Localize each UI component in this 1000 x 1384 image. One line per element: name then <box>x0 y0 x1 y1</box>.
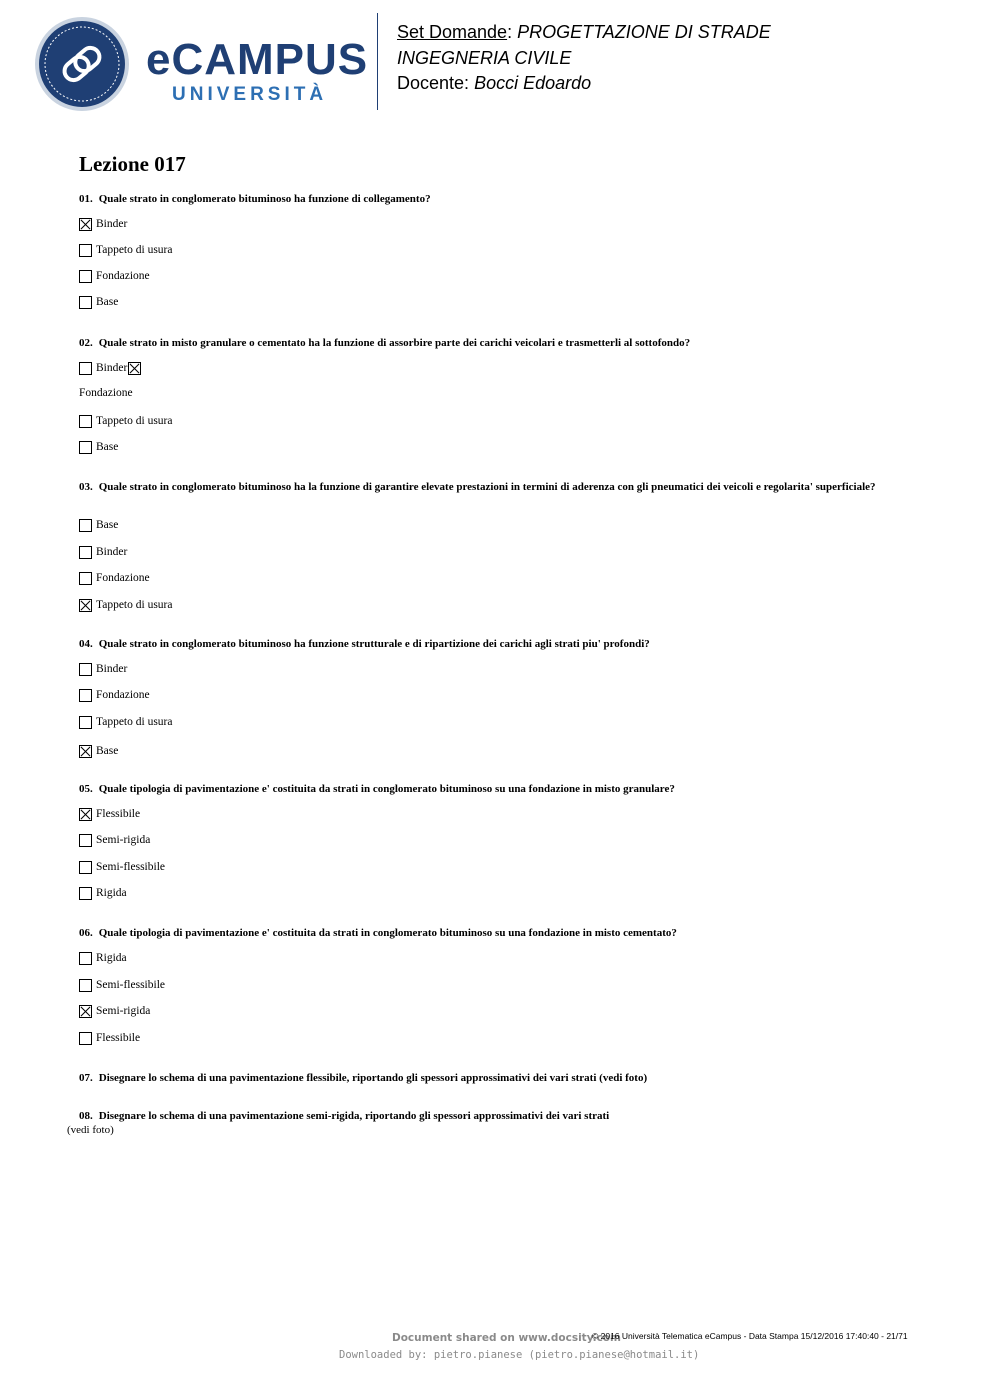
checkbox-icon[interactable] <box>79 270 92 283</box>
question-06: 06. Quale tipologia di pavimentazione e' costituita da strati in conglomerato bituminoso su una fondazione in misto cementato? <box>79 927 677 939</box>
checkbox-icon[interactable] <box>79 362 92 375</box>
q05-option-2[interactable]: Semi-rigida <box>79 832 150 848</box>
q05-option-1[interactable]: Flessibile <box>79 806 140 822</box>
q03-option-4[interactable]: Tappeto di usura <box>79 597 172 613</box>
checkbox-icon[interactable] <box>79 952 92 965</box>
q02-option-1[interactable]: Binder <box>79 360 141 376</box>
question-08: 08. Disegnare lo schema di una pavimentazione semi-rigida, riportando gli spessori approssimativi dei vari strati <box>79 1110 610 1122</box>
q02-option-3[interactable]: Tappeto di usura <box>79 413 172 429</box>
docente-line <box>397 71 771 97</box>
question-02: 02. Quale strato in misto granulare o cementato ha la funzione di assorbire parte dei carichi veicolari e trasmetterli al sottofondo? <box>79 337 691 349</box>
checkbox-icon[interactable] <box>79 1032 92 1045</box>
checkbox-icon[interactable] <box>79 689 92 702</box>
logo-sub-text: UNIVERSITÀ <box>172 84 328 105</box>
question-07: 07. Disegnare lo schema di una pavimentazione flessibile, riportando gli spessori approssimativi dei vari strati (vedi foto) <box>79 1072 648 1084</box>
docsity-footer[interactable]: Document shared on www.docsity.com <box>392 1332 621 1344</box>
docente-name: Bocci Edoardo <box>474 73 592 93</box>
question-01: 01. Quale strato in conglomerato bituminoso ha funzione di collegamento? <box>79 193 431 205</box>
checkbox-checked-icon[interactable] <box>79 745 92 758</box>
lesson-title: Lezione 017 <box>79 152 186 176</box>
q01-option-1[interactable]: Binder <box>79 216 127 232</box>
header-divider <box>377 13 378 110</box>
question-04: 04. Quale strato in conglomerato bituminoso ha funzione strutturale e di ripartizione dei carichi agli strati piu' profondi? <box>79 638 650 650</box>
course-line-1: Set Domande: PROGETTAZIONE DI STRADE <box>397 22 771 42</box>
checkbox-checked-icon[interactable] <box>79 1005 92 1018</box>
q04-option-2[interactable]: Fondazione <box>79 687 150 703</box>
checkbox-icon[interactable] <box>79 716 92 729</box>
q03-option-2[interactable]: Binder <box>79 544 127 560</box>
q04-option-4[interactable]: Base <box>79 743 118 759</box>
question-08-note: (vedi foto) <box>67 1124 114 1136</box>
docente-label: Docente: <box>397 73 470 93</box>
checkbox-icon[interactable] <box>79 519 92 532</box>
q05-option-4[interactable]: Rigida <box>79 885 127 901</box>
question-05: 05. Quale tipologia di pavimentazione e' costituita da strati in conglomerato bituminoso su una fondazione in misto granulare? <box>79 783 675 795</box>
q06-option-3[interactable]: Semi-rigida <box>79 1003 150 1019</box>
question-03: 03. Quale strato in conglomerato bituminoso ha la funzione di garantire elevate prestazioni in termini di aderenza con gli pneumatici dei veicoli e regolarita' superficiale? <box>79 481 876 493</box>
checkbox-icon[interactable] <box>79 415 92 428</box>
q02-option-4[interactable]: Base <box>79 439 118 455</box>
checkbox-icon[interactable] <box>79 546 92 559</box>
checkbox-checked-icon[interactable] <box>79 808 92 821</box>
q06-option-2[interactable]: Semi-flessibile <box>79 977 165 993</box>
course-line-2: INGEGNERIA CIVILE <box>397 47 572 68</box>
checkbox-icon[interactable] <box>79 861 92 874</box>
checkbox-icon[interactable] <box>79 979 92 992</box>
checkbox-icon[interactable] <box>79 441 92 454</box>
q04-option-1[interactable]: Binder <box>79 661 127 677</box>
checkbox-checked-icon[interactable] <box>128 362 141 375</box>
logo-main-text: eCAMPUS <box>146 35 369 84</box>
ecampus-seal-icon <box>34 16 130 112</box>
checkbox-icon[interactable] <box>79 572 92 585</box>
q03-option-3[interactable]: Fondazione <box>79 570 150 586</box>
q01-option-2[interactable]: Tappeto di usura <box>79 242 172 258</box>
copyright-footer: © 2016 Università Telematica eCampus - Data Stampa 15/12/2016 17:40:40 - 21/71 <box>592 1331 908 1341</box>
q02-option-2[interactable]: Fondazione <box>79 387 133 399</box>
q05-option-3[interactable]: Semi-flessibile <box>79 859 165 875</box>
checkbox-icon[interactable] <box>79 244 92 257</box>
logo-wordmark <box>146 35 369 106</box>
checkbox-icon[interactable] <box>79 296 92 309</box>
downloaded-by-footer: Downloaded by: pietro.pianese (pietro.pianese@hotmail.it) <box>339 1349 700 1361</box>
checkbox-icon[interactable] <box>79 887 92 900</box>
q01-option-4[interactable]: Base <box>79 294 118 310</box>
set-label: Set Domande <box>397 22 508 42</box>
checkbox-checked-icon[interactable] <box>79 218 92 231</box>
q06-option-1[interactable]: Rigida <box>79 950 127 966</box>
checkbox-checked-icon[interactable] <box>79 599 92 612</box>
q04-option-3[interactable]: Tappeto di usura <box>79 714 172 730</box>
checkbox-icon[interactable] <box>79 663 92 676</box>
q01-option-3[interactable]: Fondazione <box>79 268 150 284</box>
header-info <box>397 20 771 97</box>
q03-option-1[interactable]: Base <box>79 517 118 533</box>
checkbox-icon[interactable] <box>79 834 92 847</box>
course-name: PROGETTAZIONE DI STRADE <box>517 22 771 42</box>
q06-option-4[interactable]: Flessibile <box>79 1030 140 1046</box>
